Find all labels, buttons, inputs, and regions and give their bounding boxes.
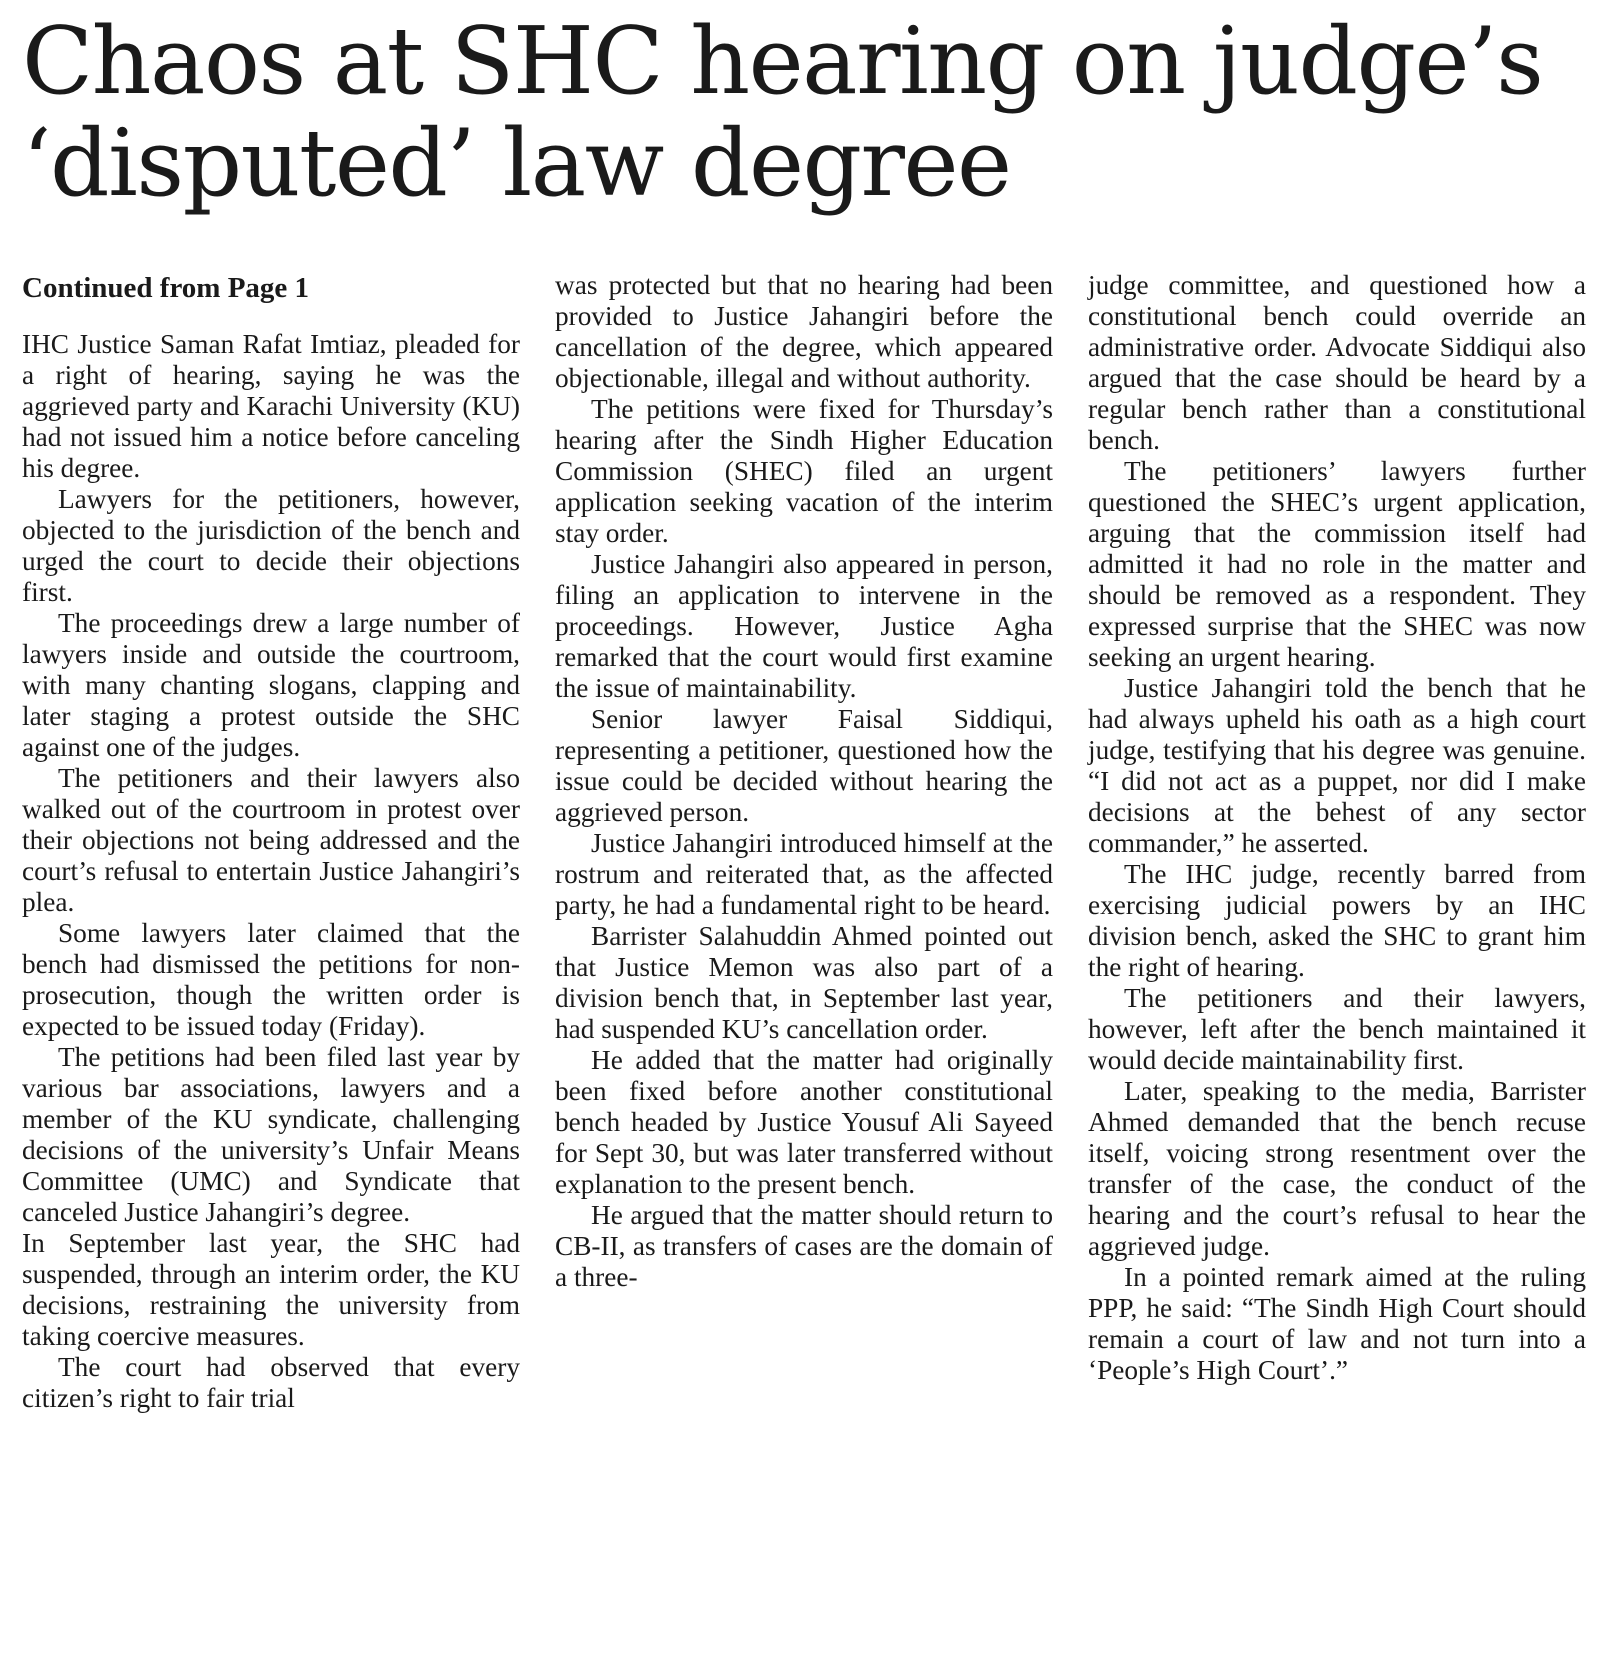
paragraph: The petitions had been filed last year by various bar associations, lawyers and a member of the KU syndicate, challenging decisions of the university’s Unfair Means Committee (UMC) and Syndicate that canceled Justice Jahangiri’s degree. (22, 1042, 520, 1227)
paragraph: He added that the matter had originally been fixed before another constitutional bench headed by Justice Yousuf Ali Sayeed for Sept 30, but was later transferred without explanation to the present bench. (555, 1045, 1053, 1199)
paragraph: The proceedings drew a large number of lawyers inside and outside the courtroom, with many chanting slogans, clapping and later staging a protest outside the SHC against one of the judges. (22, 608, 520, 762)
article-column-3 (1088, 270, 1586, 1655)
paragraph: In a pointed remark aimed at the ruling PPP, he said: “The Sindh High Court should remain a court of law and not turn into a ‘People’s High Court’.” (1088, 1262, 1586, 1385)
headline-line-2: ‘disputed’ law degree (22, 109, 1011, 217)
paragraph: judge committee, and questioned how a constitutional bench could override an administrative order. Advocate Siddiqui also argued that the case should be heard by a regular bench rather than a constitutional bench. (1088, 270, 1586, 455)
paragraph: The petitioners’ lawyers further questioned the SHEC’s urgent application, arguing that the commission itself had admitted it had no role in the matter and should be removed as a respondent. They expressed surprise that the SHEC was now seeking an urgent hearing. (1088, 456, 1586, 672)
paragraph: Later, speaking to the media, Barrister Ahmed demanded that the bench recuse itself, voicing strong resentment over the transfer of the case, the conduct of the hearing and the court’s refusal to hear the aggrieved judge. (1088, 1076, 1586, 1261)
continued-from-label: Continued from Page 1 (22, 272, 310, 304)
paragraph: Some lawyers later claimed that the bench had dismissed the petitions for non-prosecution, though the written order is expected to be issued today (Friday). (22, 918, 520, 1041)
paragraph: Justice Jahangiri also appeared in person, filing an application to intervene in the proceedings. However, Justice Agha remarked that the court would first examine the issue of maintainability. (555, 549, 1053, 703)
paragraph: The petitioners and their lawyers, however, left after the bench maintained it would decide maintainability first. (1088, 983, 1586, 1075)
paragraph: Lawyers for the petitioners, however, objected to the jurisdiction of the bench and urged the court to decide their objections first. (22, 484, 520, 607)
paragraph: Senior lawyer Faisal Siddiqui, representing a petitioner, questioned how the issue could be decided without hearing the aggrieved person. (555, 704, 1053, 827)
paragraph: Justice Jahangiri told the bench that he had always upheld his oath as a high court judge, testifying that his degree was genuine. “I did not act as a puppet, nor did I make decisions at the behest of any sector commander,” he asserted. (1088, 673, 1586, 858)
paragraph: Barrister Salahuddin Ahmed pointed out that Justice Memon was also part of a division bench that, in September last year, had suspended KU’s cancellation order. (555, 921, 1053, 1044)
article-column-2 (555, 270, 1053, 1655)
paragraph: The court had observed that every citizen’s right to fair trial (22, 1352, 520, 1413)
paragraph: The petitions were fixed for Thursday’s hearing after the Sindh Higher Education Commission (SHEC) filed an urgent application seeking vacation of the interim stay order. (555, 394, 1053, 548)
paragraph: He argued that the matter should return to CB-II, as transfers of cases are the domain of a three- (555, 1200, 1053, 1292)
paragraph: was protected but that no hearing had been provided to Justice Jahangiri before the cancellation of the degree, which appeared objectionable, illegal and without authority. (555, 270, 1053, 393)
paragraph: Justice Jahangiri introduced himself at the rostrum and reiterated that, as the affected party, he had a fundamental right to be heard. (555, 828, 1053, 920)
paragraph: The IHC judge, recently barred from exercising judicial powers by an IHC division bench, asked the SHC to grant him the right of hearing. (1088, 859, 1586, 982)
paragraph: IHC Justice Saman Rafat Imtiaz, pleaded for a right of hearing, saying he was the aggrieved party and Karachi University (KU) had not issued him a notice before canceling his degree. (22, 329, 520, 483)
headline-line-1: Chaos at SHC hearing on judge’s (22, 7, 1543, 115)
headline (22, 7, 1592, 217)
paragraph: The petitioners and their lawyers also walked out of the courtroom in protest over their objections not being addressed and the court’s refusal to entertain Justice Jahangiri’s plea. (22, 763, 520, 917)
article-column-1 (22, 270, 520, 1655)
article-body (22, 270, 1586, 1655)
paragraph: In September last year, the SHC had suspended, through an interim order, the KU decisions, restraining the university from taking coercive measures. (22, 1228, 520, 1351)
